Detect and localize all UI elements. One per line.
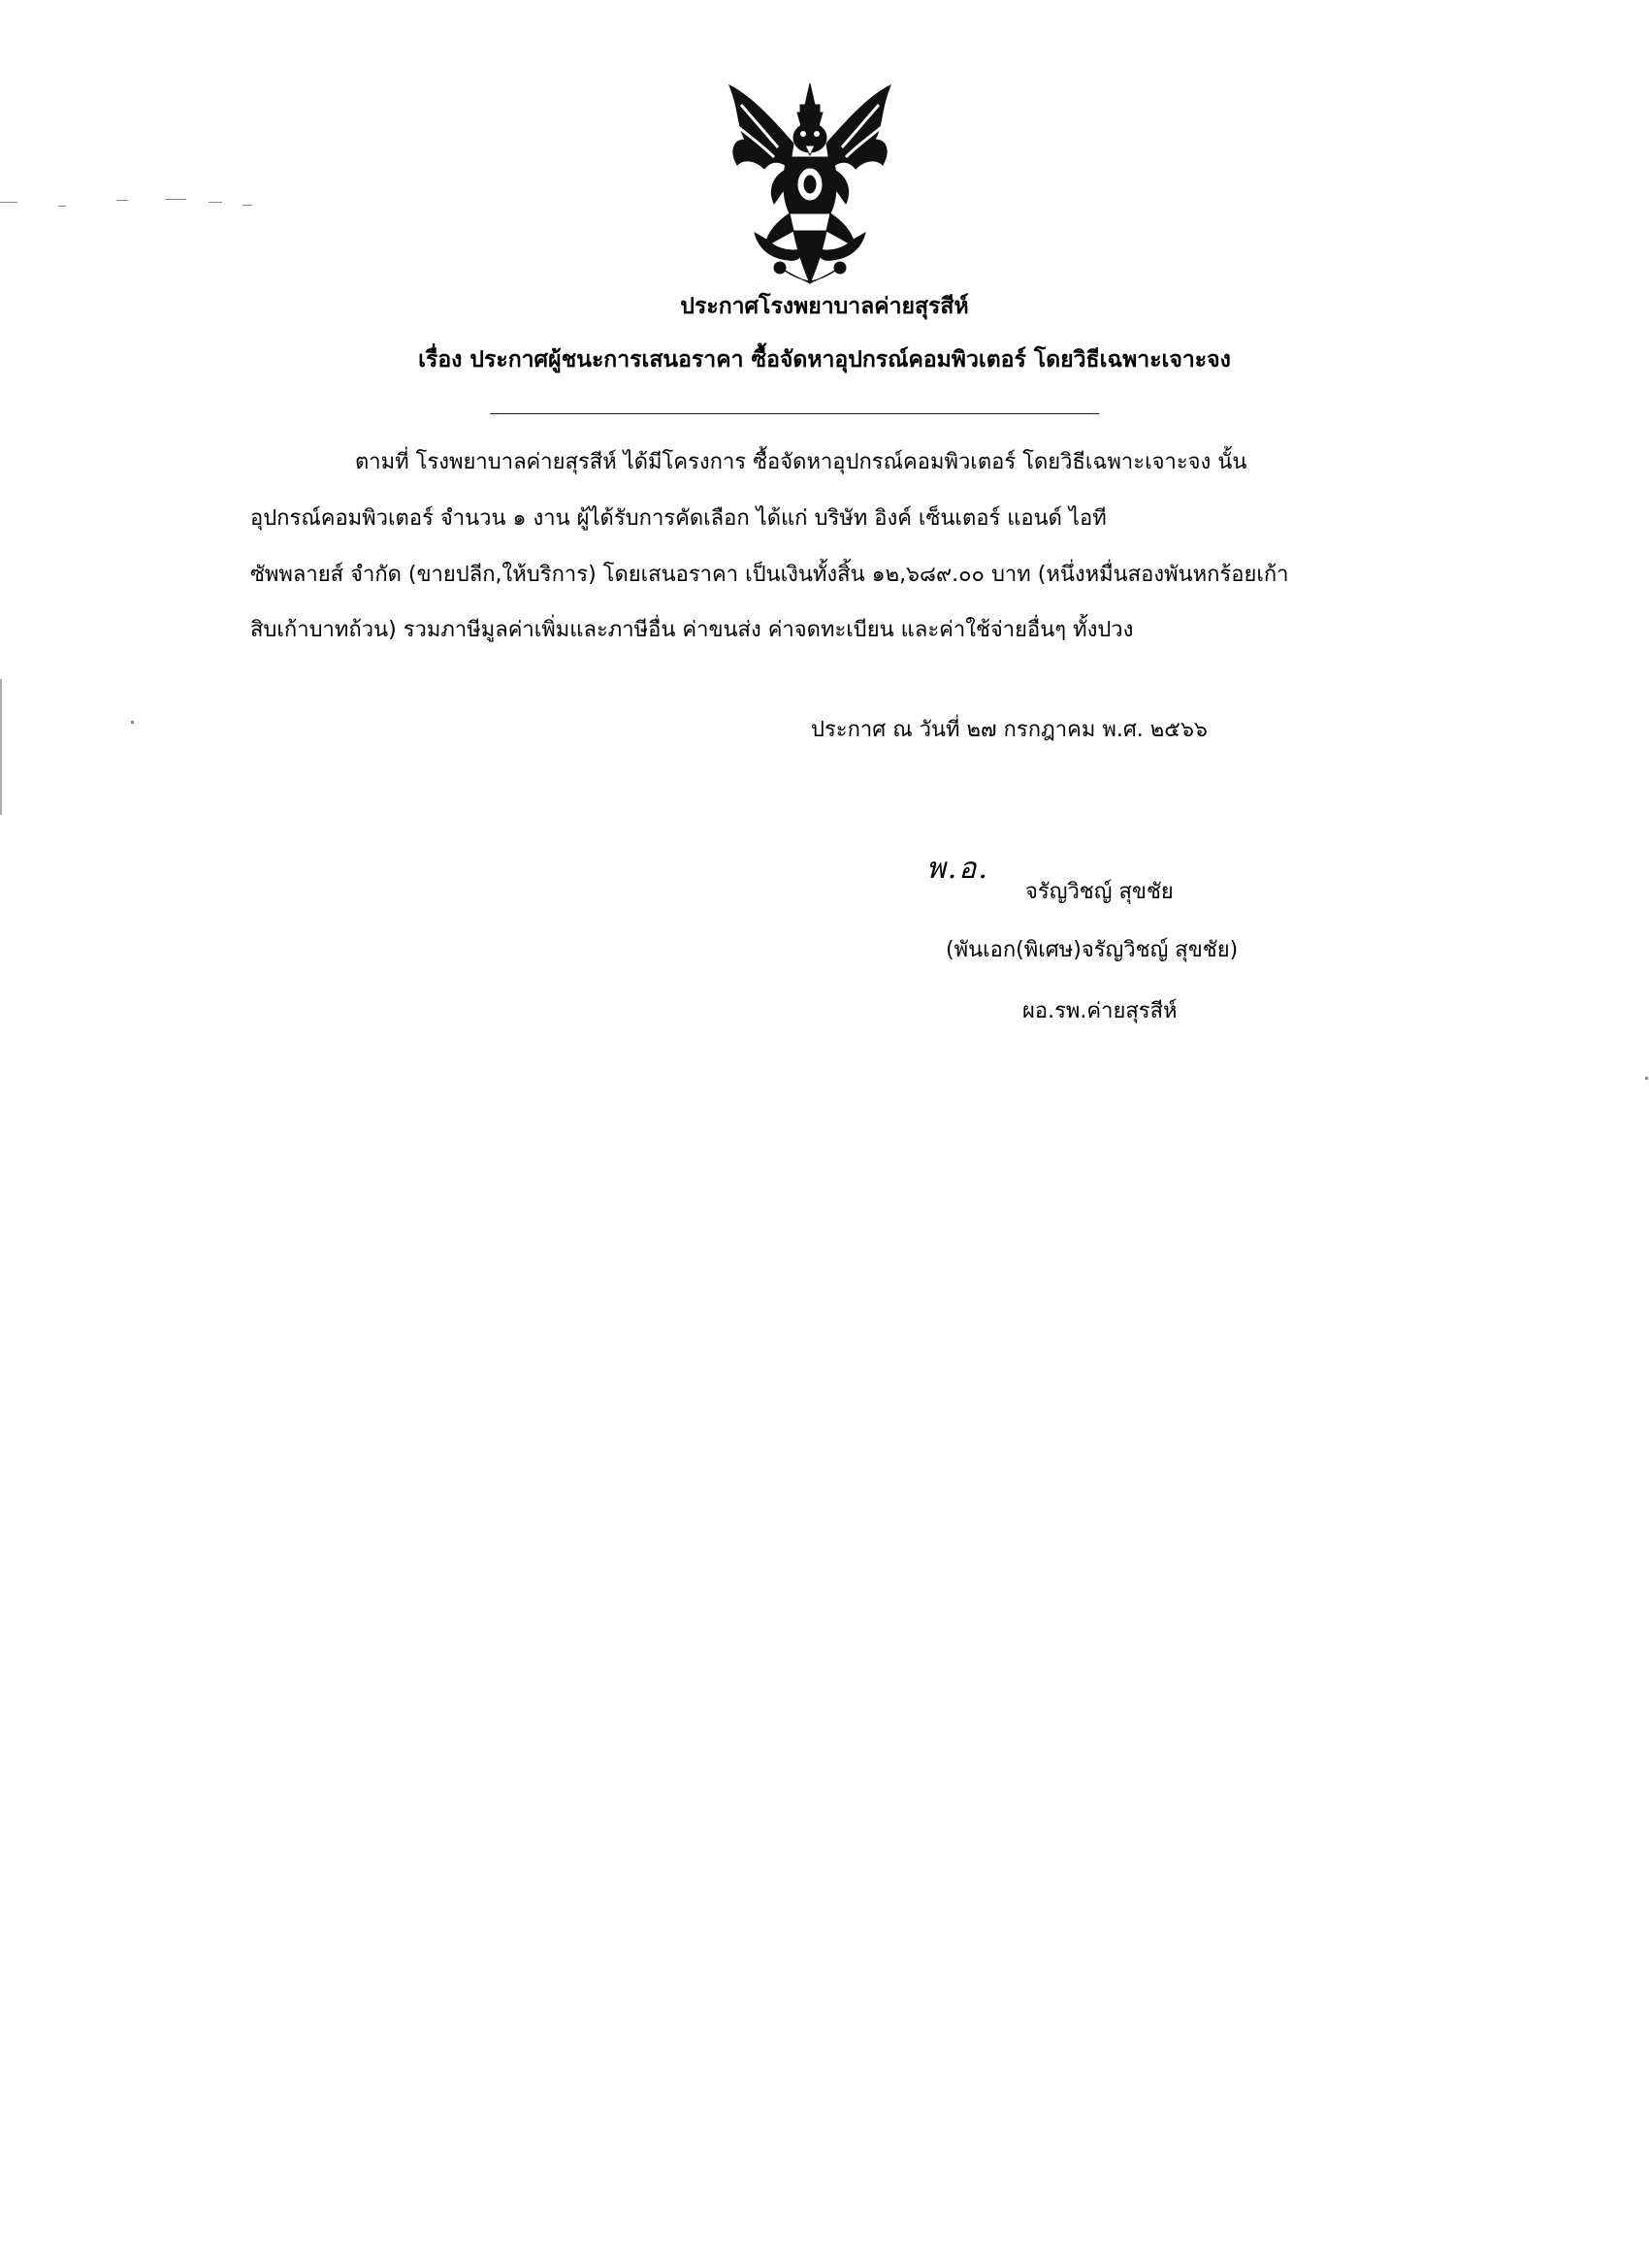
- scan-mark: [131, 721, 134, 724]
- signatory-position: ผอ.รพ.ค่ายสุรสีห์: [1022, 999, 1178, 1023]
- announcement-subject: เรื่อง ประกาศผู้ชนะการเสนอราคา ซื้อจัดหาอุปกรณ์คอมพิวเตอร์ โดยวิธีเฉพาะเจาะจง: [418, 347, 1231, 373]
- scan-mark: [58, 206, 66, 207]
- scan-mark: [1645, 1077, 1648, 1080]
- body-paragraph-line: ตามที่ โรงพยาบาลค่ายสุรสีห์ ได้มีโครงการ ซื้อจัดหาอุปกรณ์คอมพิวเตอร์ โดยวิธีเฉพาะเจาะจง นั้น: [355, 450, 1247, 474]
- scan-mark: [116, 200, 128, 201]
- announcement-date: ประกาศ ณ วันที่ ๒๗ กรกฎาคม พ.ศ. ๒๕๖๖: [811, 718, 1208, 742]
- handwritten-signature: พ.อ.: [926, 852, 989, 886]
- signatory-rank-name: (พันเอก(พิเศษ)จรัญวิชญ์ สุขชัย): [946, 938, 1239, 962]
- title-divider: [490, 413, 1099, 414]
- announcement-title: ประกาศโรงพยาบาลค่ายสุรสีห์: [680, 294, 969, 319]
- scan-mark: [0, 679, 2, 815]
- signatory-name: จรัญวิชญ์ สุขชัย: [1025, 880, 1174, 904]
- body-paragraph-line: ซัพพลายส์ จำกัด (ขายปลีก,ให้บริการ) โดยเสนอราคา เป็นเงินทั้งสิ้น ๑๒,๖๘๙.๐๐ บาท (หนึ่งหมื่นสองพันหกร้อยเก้า: [250, 563, 1289, 587]
- scan-mark: [242, 205, 252, 206]
- body-paragraph-line: อุปกรณ์คอมพิวเตอร์ จำนวน ๑ งาน ผู้ได้รับการคัดเลือก ได้แก่ บริษัท อิงค์ เซ็นเตอร์ แอนด์ ไอที: [250, 506, 1107, 531]
- garuda-emblem-icon: [720, 76, 900, 289]
- body-paragraph-line: สิบเก้าบาทถ้วน) รวมภาษีมูลค่าเพิ่มและภาษีอื่น ค่าขนส่ง ค่าจดทะเบียน และค่าใช้จ่ายอื่นๆ ทั้งปวง: [250, 618, 1134, 642]
- scan-mark: [209, 202, 222, 203]
- scan-mark: [165, 199, 186, 200]
- scan-mark: [0, 202, 17, 203]
